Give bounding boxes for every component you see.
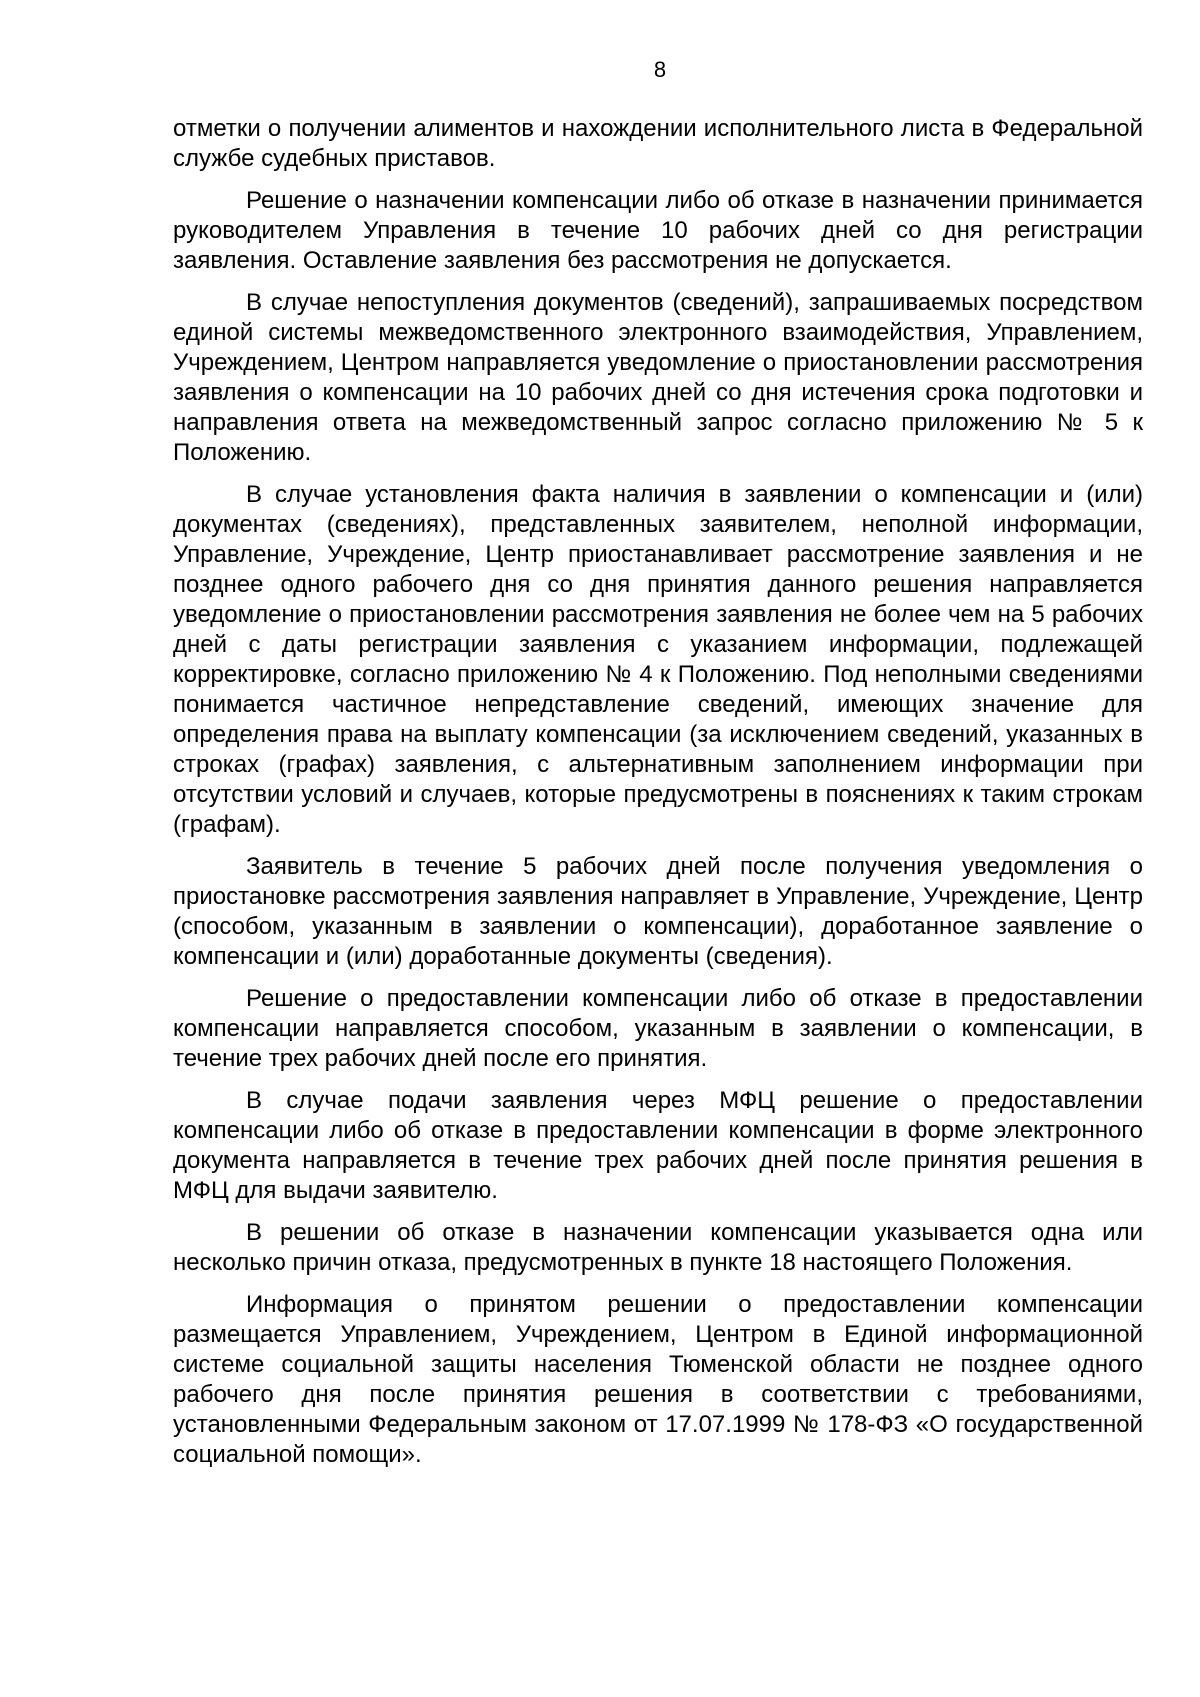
document-body [173, 114, 1143, 1482]
paragraph: Решение о предоставлении компенсации либо об отказе в предоставлении компенсации направляется способом, указанным в заявлении о компенсации, в течение трех рабочих дней после его принятия. [173, 985, 1143, 1072]
page-number: 8 [653, 57, 667, 82]
paragraph: В решении об отказе в назначении компенсации указывается одна или несколько причин отказа, предусмотренных в пункте 18 настоящего Положения. [173, 1219, 1143, 1276]
paragraph: Информация о принятом решении о предоставлении компенсации размещается Управлением, Учреждением, Центром в Единой информационной системе социальной защиты населения Тюменской области не позднее одного рабочего дня после принятия решения в соответствии с требованиями, установленными Федеральным законом от 17.07.1999 № 178-ФЗ «О государственной социальной помощи». [173, 1291, 1143, 1468]
paragraph: В случае установления факта наличия в заявлении о компенсации и (или) документах (сведениях), представленных заявителем, неполной информации, Управление, Учреждение, Центр приостанавливает рассмотрение заявления и не позднее одного рабочего дня со дня принятия данного решения направляется уведомление о приостановлении рассмотрения заявления не более чем на 5 рабочих дней с даты регистрации заявления с указанием информации, подлежащей корректировке, согласно приложению № 4 к Положению. Под неполными сведениями понимается частичное непредставление сведений, имеющих значение для определения права на выплату компенсации (за исключением сведений, указанных в строках (графах) заявления, с альтернативным заполнением информации при отсутствии условий и случаев, которые предусмотрены в пояснениях к таким строкам (графам). [173, 481, 1143, 838]
paragraph: В случае непоступления документов (сведений), запрашиваемых посредством единой системы межведомственного электронного взаимодействия, Управлением, Учреждением, Центром направляется уведомление о приостановлении рассмотрения заявления о компенсации на 10 рабочих дней со дня истечения срока подготовки и направления ответа на межведомственный запрос согласно приложению № 5 к Положению. [173, 289, 1143, 466]
paragraph: Решение о назначении компенсации либо об отказе в назначении принимается руководителем Управления в течение 10 рабочих дней со дня регистрации заявления. Оставление заявления без рассмотрения не допускается. [173, 187, 1143, 274]
paragraph: отметки о получении алиментов и нахождении исполнительного листа в Федеральной службе судебных приставов. [173, 115, 1143, 172]
paragraph: Заявитель в течение 5 рабочих дней после получения уведомления о приостановке рассмотрения заявления направляет в Управление, Учреждение, Центр (способом, указанным в заявлении о компенсации), доработанное заявление о компенсации и (или) доработанные документы (сведения). [173, 853, 1143, 970]
paragraph: В случае подачи заявления через МФЦ решение о предоставлении компенсации либо об отказе в предоставлении компенсации в форме электронного документа направляется в течение трех рабочих дней после принятия решения в МФЦ для выдачи заявителю. [173, 1087, 1143, 1204]
